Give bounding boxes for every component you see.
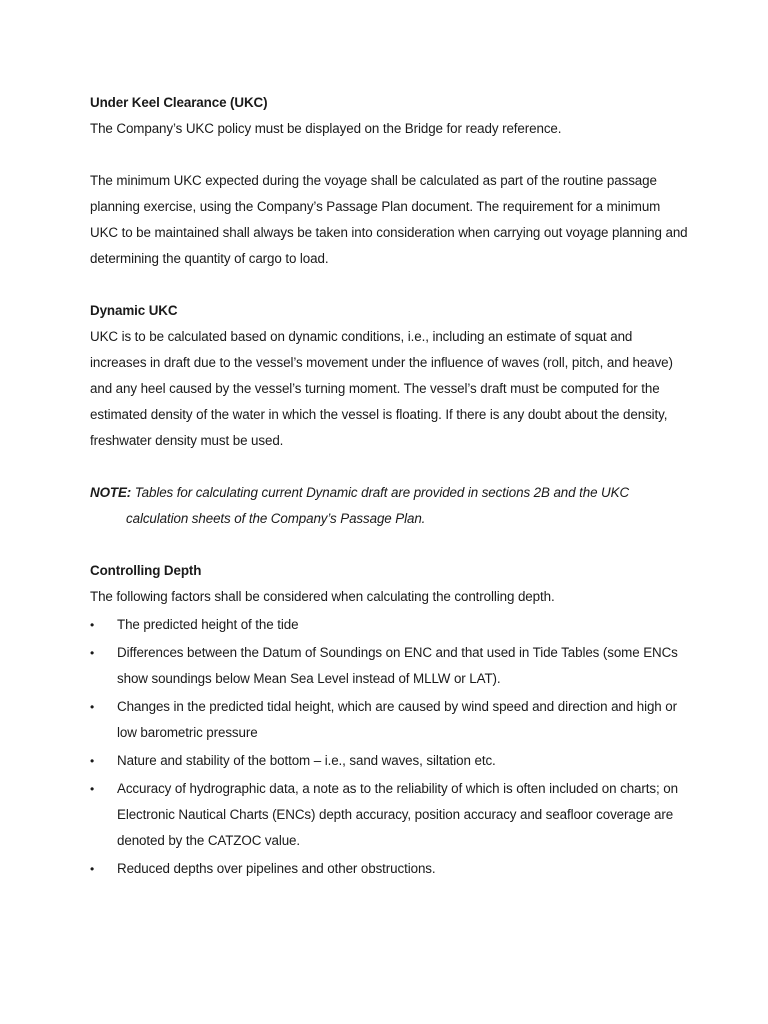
section-heading-dynamic-ukc: Dynamic UKC [90,303,178,318]
bullet-icon: • [90,700,95,714]
spacer [90,272,690,298]
list-item [90,776,690,854]
paragraph-controlling-intro: The following factors shall be considered when calculating the controlling depth. [90,589,555,604]
controlling-factors-list [90,612,690,882]
list-item-text: Accuracy of hydrographic data, a note as to the reliability of which is often included on charts; on Electronic Nautical Charts (ENCs) depth accuracy, position accuracy and seafloor coverage are denoted by the CATZOC value. [117,781,678,848]
list-item [90,856,690,882]
bullet-icon: • [90,646,95,660]
section-heading-ukc: Under Keel Clearance (UKC) [90,95,268,110]
bullet-icon: • [90,862,95,876]
note-text: Tables for calculating current Dynamic draft are provided in sections 2B and the UKC calculation sheets of the Company’s Passage Plan. [126,485,630,526]
note-paragraph [90,480,690,532]
bullet-icon: • [90,782,95,796]
list-item [90,640,690,692]
list-item-text: Changes in the predicted tidal height, which are caused by wind speed and direction and high or low barometric pressure [117,699,677,740]
document-body [90,90,690,884]
list-item-text: Differences between the Datum of Soundings on ENC and that used in Tide Tables (some ENCs show soundings below Mean Sea Level instead of MLLW or LAT). [117,645,678,686]
paragraph-ukc-policy: The Company’s UKC policy must be displayed on the Bridge for ready reference. [90,121,562,136]
paragraph-ukc-minimum: The minimum UKC expected during the voyage shall be calculated as part of the routine passage planning exercise, using the Company’s Passage Plan document. The requirement for a minimum UKC to be maintained shall always be taken into consideration when carrying out voyage planning and determining the quantity of cargo to load. [90,173,688,266]
list-item [90,612,690,638]
note-label: NOTE: [90,485,132,500]
list-item-text: The predicted height of the tide [117,617,299,632]
spacer [90,454,690,480]
spacer [90,532,690,558]
spacer [90,142,690,168]
list-item-text: Reduced depths over pipelines and other obstructions. [117,861,436,876]
section-heading-controlling-depth: Controlling Depth [90,563,202,578]
bullet-icon: • [90,618,95,632]
list-item-text: Nature and stability of the bottom – i.e., sand waves, siltation etc. [117,753,496,768]
paragraph-dynamic-ukc: UKC is to be calculated based on dynamic conditions, i.e., including an estimate of squat and increases in draft due to the vessel’s movement under the influence of waves (roll, pitch, and heave) and any heel caused by the vessel’s turning moment. The vessel’s draft must be computed for the estimated density of the water in which the vessel is floating. If there is any doubt about the density, freshwater density must be used. [90,329,673,448]
bullet-icon: • [90,754,95,768]
list-item [90,694,690,746]
list-item [90,748,690,774]
